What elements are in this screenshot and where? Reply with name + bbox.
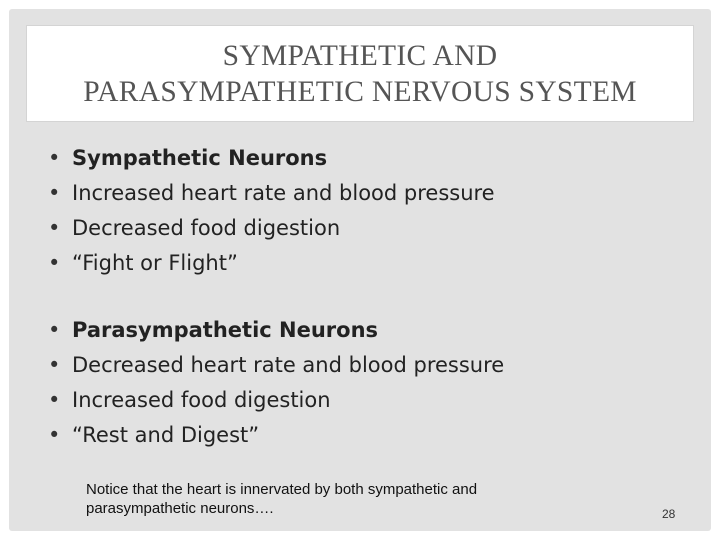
bullet-item	[48, 211, 495, 246]
bullet-text: Decreased heart rate and blood pressure	[72, 353, 505, 377]
bullet-item	[48, 246, 495, 281]
bullet-dot-icon: •	[48, 216, 61, 240]
bullet-dot-icon: •	[48, 146, 61, 170]
bullet-item	[48, 313, 504, 348]
bullet-dot-icon: •	[48, 388, 61, 412]
bullet-dot-icon: •	[48, 181, 61, 205]
slide-title-line-2: PARASYMPATHETIC NERVOUS SYSTEM	[83, 76, 637, 108]
parasympathetic-heading: Parasympathetic Neurons	[72, 318, 379, 342]
bullet-text: Increased food digestion	[72, 388, 331, 412]
bullet-item	[48, 383, 504, 418]
bullet-text: “Rest and Digest”	[72, 423, 260, 447]
footnote-line-2: parasympathetic neurons….	[86, 500, 274, 517]
title-box	[26, 25, 694, 122]
sympathetic-bullet-list	[48, 141, 495, 281]
bullet-item	[48, 176, 495, 211]
slide-title	[27, 38, 693, 110]
bullet-item	[48, 418, 504, 453]
bullet-item	[48, 141, 495, 176]
slide-title-line-1: SYMPATHETIC AND	[222, 40, 498, 72]
bullet-dot-icon: •	[48, 251, 61, 275]
bullet-item	[48, 348, 504, 383]
sympathetic-heading: Sympathetic Neurons	[72, 146, 328, 170]
bullet-dot-icon: •	[48, 353, 61, 377]
footnote-text	[86, 480, 606, 518]
footnote-line-1: Notice that the heart is innervated by both sympathetic and	[86, 481, 478, 498]
parasympathetic-bullet-list	[48, 313, 504, 453]
slide-number: 28	[662, 507, 676, 521]
bullet-text: “Fight or Flight”	[72, 251, 238, 275]
bullet-text: Decreased food digestion	[72, 216, 341, 240]
bullet-dot-icon: •	[48, 318, 61, 342]
bullet-text: Increased heart rate and blood pressure	[72, 181, 495, 205]
bullet-dot-icon: •	[48, 423, 61, 447]
